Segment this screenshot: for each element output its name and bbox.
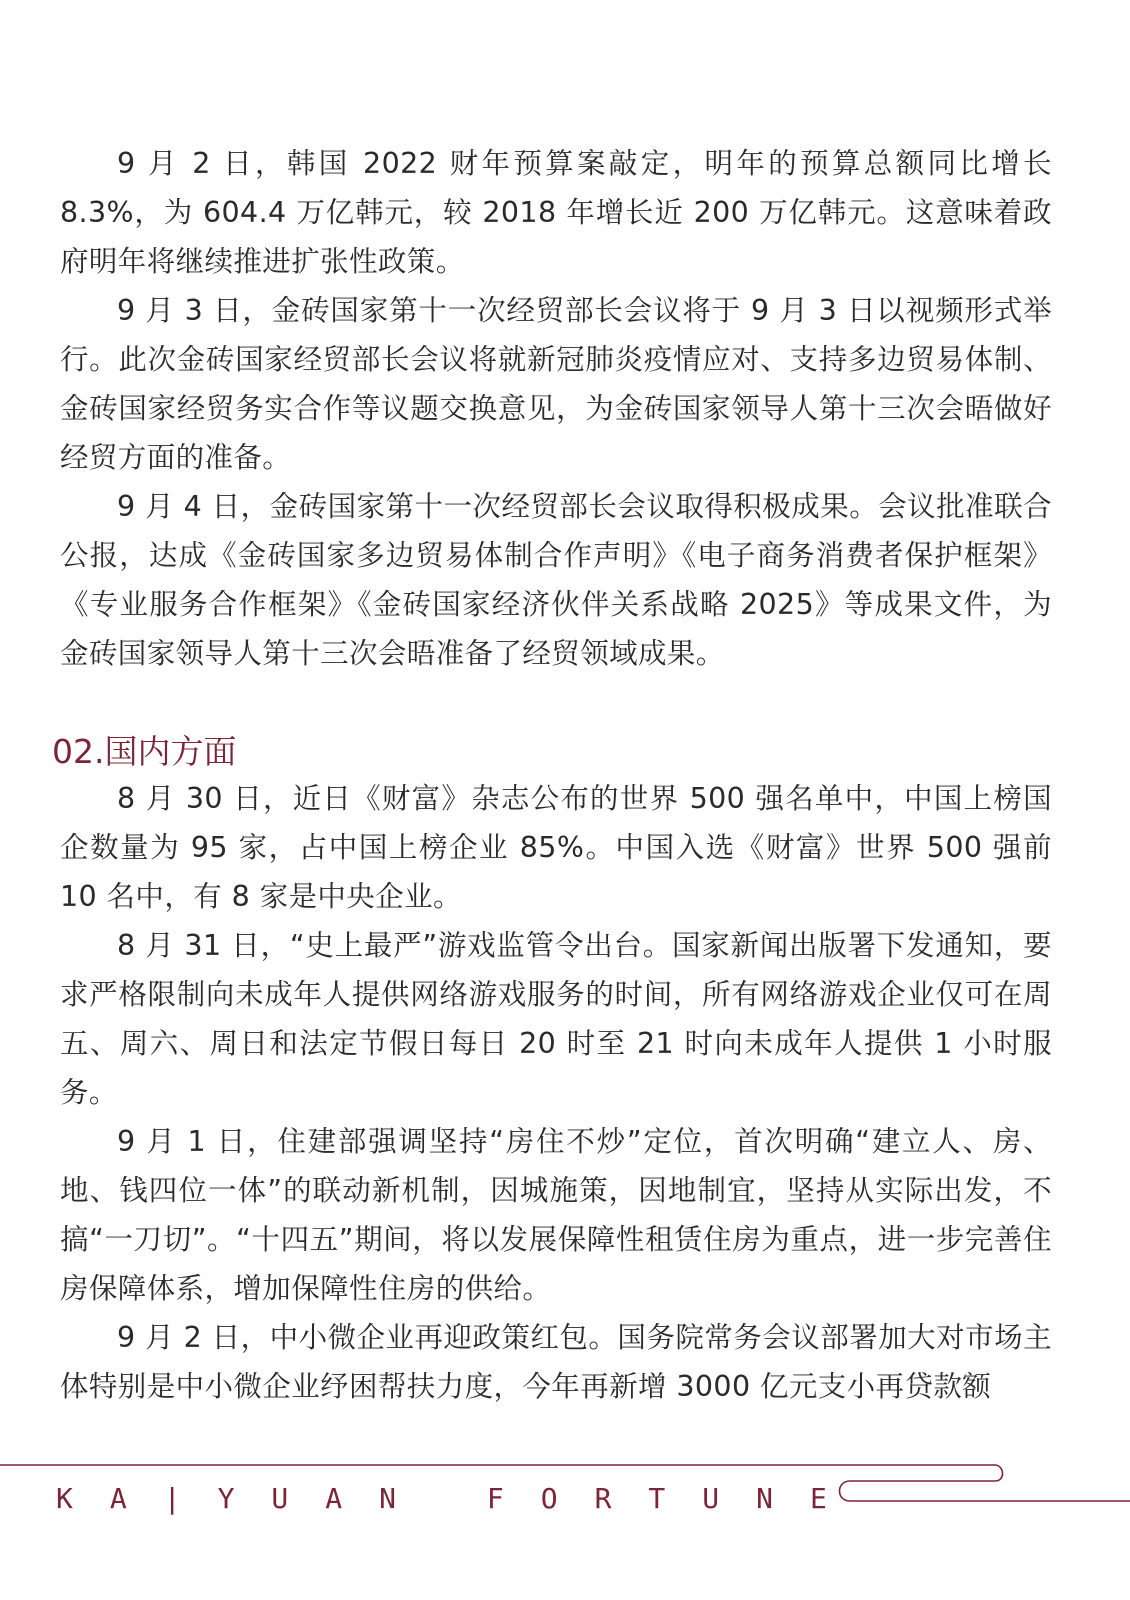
page-footer [0, 1455, 1130, 1545]
paragraph-brics-meeting-announcement: 9 月 3 日，金砖国家第十一次经贸部长会议将于 9 月 3 日以视频形式举行。此次金砖国家经贸部长会议将就新冠肺炎疫情应对、支持多边贸易体制、金砖国家经贸务实合作等议题交换意见，为金砖国家领导人第十三次会晤做好经贸方面的准备。 [60, 294, 1052, 474]
footer-brand-text: KA|YUAN FORTUNE [56, 1482, 864, 1515]
paragraph-gaming-regulation: 8 月 31 日，“史上最严”游戏监管令出台。国家新闻出版署下发通知，要求严格限制向未成年人提供网络游戏服务的时间，所有网络游戏企业仅可在周五、周六、周日和法定节假日每日 20 时至 21 时向未成年人提供 1 小时服务。 [60, 929, 1052, 1109]
paragraph-sme-policy: 9 月 2 日，中小微企业再迎政策红包。国务院常务会议部署加大对市场主体特别是中小微企业纾困帮扶力度，今年再新增 3000 亿元支小再贷款额 [60, 1321, 1052, 1403]
paragraph-fortune-500: 8 月 30 日，近日《财富》杂志公布的世界 500 强名单中，中国上榜国企数量为 95 家，占中国上榜企业 85%。中国入选《财富》世界 500 强前 10 名中，有 8 家是中央企业。 [60, 782, 1052, 913]
paragraph-korea-budget: 9 月 2 日，韩国 2022 财年预算案敲定，明年的预算总额同比增长 8.3%，为 604.4 万亿韩元，较 2018 年增长近 200 万亿韩元。这意味着政府明年将继续推进扩张性政策。 [60, 147, 1052, 278]
document-body [52, 139, 1052, 1411]
paragraph-housing-policy: 9 月 1 日，住建部强调坚持“房住不炒”定位，首次明确“建立人、房、地、钱四位一体”的联动新机制，因城施策，因地制宜，坚持从实际出发，不搞“一刀切”。“十四五”期间，将以发展保障性租赁住房为重点，进一步完善住房保障体系，增加保障性住房的供给。 [60, 1125, 1052, 1305]
section-heading-domestic: 02.国内方面 [52, 732, 237, 771]
paragraph-brics-meeting-results: 9 月 4 日，金砖国家第十一次经贸部长会议取得积极成果。会议批准联合公报，达成《金砖国家多边贸易体制合作声明》《电子商务消费者保护框架》《专业服务合作框架》《金砖国家经济伙伴关系战略 2025》等成果文件，为金砖国家领导人第十三次会晤准备了经贸领域成果。 [60, 490, 1052, 670]
